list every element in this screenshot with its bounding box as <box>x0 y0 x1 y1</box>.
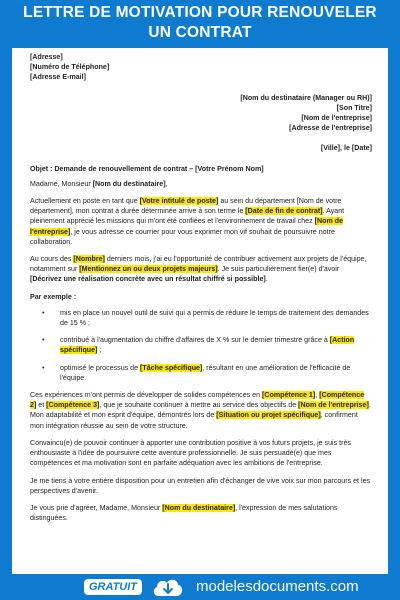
text-run: . Je suis particulièrement fier(e) d'avoir <box>217 265 340 274</box>
placeholder-company: [Nom de l'entreprise] <box>298 401 369 410</box>
greeting-end: , <box>165 179 168 188</box>
sender-email: [Adresse E-mail] <box>30 73 86 82</box>
placeholder-skill-3: [Compétence 3] <box>46 401 100 410</box>
recipient-title: [Son Titre] <box>336 103 372 112</box>
placeholder-job-title: [Votre intitulé de poste] <box>139 197 219 206</box>
placeholder-end-date: [Date de fin de contrat] <box>245 207 323 216</box>
text-run: mis en place un nouvel outil de suivi qui a permis de réduire le temps de traitement des demandes de 15 % ; <box>60 308 369 328</box>
placeholder-achievement: [Décrivez une réalisation concrète avec un résultat chiffré si possible] <box>30 275 266 284</box>
text-run: optimisé le processus de <box>60 363 141 372</box>
example-label: Par exemple : <box>30 292 77 301</box>
text-run: et <box>36 401 47 410</box>
title-line-2: UN CONTRAT <box>148 24 252 41</box>
date: [Date] <box>351 144 372 153</box>
paragraph-5: Je me tiens à votre entière disposition pour un entretien afin d'échanger de vive voix sur mon parcours et les perspectives d'avenir. <box>30 476 371 495</box>
text-run: Je vous prie d'agréer, Madame, Monsieur <box>30 503 163 512</box>
site-name[interactable]: modelesdocuments.com <box>196 578 359 595</box>
examples-list <box>30 308 372 383</box>
placeholder-action: [Action spécifique] <box>60 336 355 355</box>
footer-bar <box>0 574 400 600</box>
placeholder-number: [Nombre] <box>73 255 105 264</box>
text-run: . <box>265 275 268 284</box>
placeholder-skill-1: [Compétence 1] <box>262 391 316 400</box>
free-badge: GRATUIT <box>84 579 142 595</box>
placeholder-recipient: [Nom du destinataire] <box>162 503 236 512</box>
place-date <box>30 143 372 153</box>
text-run: Au cours des <box>30 255 74 264</box>
title-line-1: LETTRE DE MOTIVATION POUR RENOUVELER <box>23 4 377 21</box>
recipient-name: [Nom du destinataire (Manager ou RH)] <box>240 93 372 102</box>
placeholder-company: [Nom de l'entreprise] <box>30 217 344 236</box>
place-date-sep: , le <box>340 144 352 153</box>
paragraph-2 <box>30 254 372 285</box>
placeholder-projects: [Mentionnez un ou deux projets majeurs] <box>79 265 218 274</box>
placeholder-situation: [Situation ou projet spécifique] <box>216 411 321 420</box>
recipient-address: [Adresse de l'entreprise] <box>289 124 372 133</box>
paragraph-4: Convaincu(e) de pouvoir continuer à apporter une contribution positive à vos futurs projets, je suis très enthousiaste à l'idée de poursuivre cette aventure professionnelle. Je suis persuadé(e) que mes compétences et ma motivation sont en parfaite adéquation avec les ambitions de l'entreprise. <box>30 438 351 468</box>
text-run: . Mon adaptabilité et mon esprit d'équipe, démontrés lors de <box>30 401 371 420</box>
letter-document <box>12 48 388 574</box>
greeting-text: Madame, Monsieur <box>30 179 93 188</box>
text-run: , <box>315 391 320 400</box>
text-run: Actuellement en poste en tant que <box>30 197 140 206</box>
list-item <box>30 308 372 328</box>
sender-phone: [Numéro de Téléphone] <box>30 63 110 72</box>
text-run: , résultant en une amélioration de l'efficacité de l'équipe. <box>60 363 351 382</box>
paragraph-1 <box>30 196 372 247</box>
sender-address: [Adresse] <box>30 53 63 61</box>
greeting-name: [Nom du destinataire] <box>92 179 166 188</box>
text-run: , je vous adresse ce courrier pour vous exprimer mon vif souhait de poursuivre notre collaboration. <box>30 227 335 246</box>
paragraph-3 <box>30 390 372 431</box>
cloud-download-icon <box>150 575 186 599</box>
placeholder-skill-2: [Compétence 2] <box>30 391 365 410</box>
text-run: contribué à l'augmentation du chiffre d'affaires de X % sur le dernier trimestre grâce à <box>60 336 330 345</box>
closing-paragraph <box>30 503 372 523</box>
text-run: derniers mois, j'ai eu l'opportunité de contribuer activement aux projets de l'équipe, notamment sur <box>30 255 367 274</box>
text-run: ; <box>97 346 102 355</box>
letter-body <box>30 48 372 523</box>
subject-line: Objet : Demande de renouvellement de contrat – [Votre Prénom Nom] <box>30 164 264 173</box>
recipient-company: [Nom de l'entreprise] <box>301 114 372 123</box>
city: [Ville] <box>320 144 341 153</box>
page-header <box>0 0 400 47</box>
text-run: Ces expériences m'ont permis de développer de solides compétences en <box>30 391 263 400</box>
text-run: , l'expression de mes salutations distinguées. <box>30 503 338 523</box>
placeholder-task: [Tâche spécifique] <box>140 363 203 372</box>
list-item <box>30 363 372 383</box>
text-run: , confirment mon intégration réussie au sein de votre structure. <box>30 411 358 430</box>
text-run: , que je souhaite continuer à mettre au service des objectifs de <box>99 401 299 410</box>
text-run: . Ayant pleinement apprécié les missions qui m'ont été confiées et l'environnement de travail chez <box>30 207 345 226</box>
text-run: au sein du département [Nom de votre département], mon contrat à durée déterminée arrive à son terme le <box>30 197 342 216</box>
greeting <box>30 179 372 189</box>
list-item <box>30 335 372 355</box>
